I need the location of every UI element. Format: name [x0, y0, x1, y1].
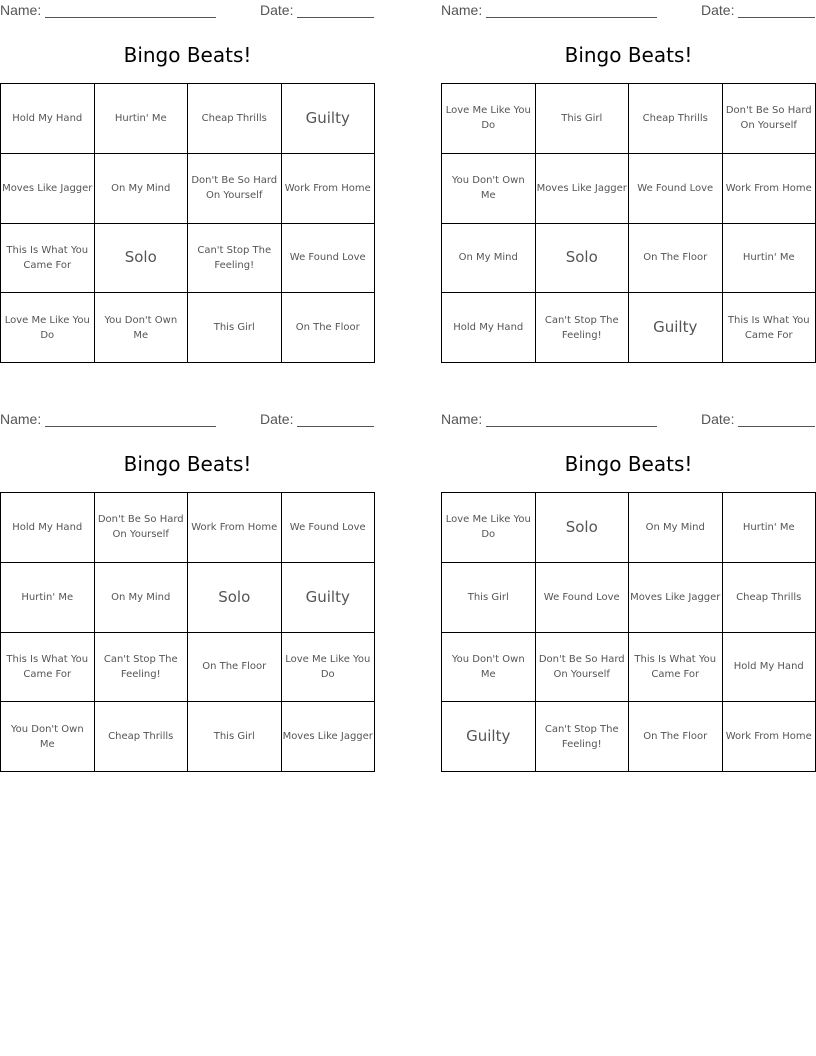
date-blank-line [297, 412, 374, 427]
bingo-cell: Don't Be So Hard On Yourself [536, 633, 630, 703]
bingo-cell: On My Mind [442, 224, 536, 294]
bingo-cell: You Don't Own Me [442, 154, 536, 224]
bingo-cell: On My Mind [629, 493, 723, 563]
bingo-cell: Hurtin' Me [1, 563, 95, 633]
date-field [701, 411, 815, 427]
bingo-cell: Love Me Like You Do [282, 633, 376, 703]
bingo-cell: On The Floor [629, 224, 723, 294]
bingo-cell: This Is What You Came For [1, 224, 95, 294]
card-title: Bingo Beats! [123, 43, 252, 67]
bingo-cell: You Don't Own Me [442, 633, 536, 703]
bingo-cell: This Girl [536, 84, 630, 154]
bingo-cell: Moves Like Jagger [1, 154, 95, 224]
name-field [0, 411, 216, 427]
date-label: Date: [260, 2, 294, 18]
bingo-cell: On My Mind [95, 563, 189, 633]
bingo-cell: Guilty [442, 702, 536, 772]
bingo-cell: This Girl [188, 293, 282, 363]
name-blank-line [486, 3, 657, 18]
bingo-card-4 [441, 409, 816, 750]
bingo-cell: Hold My Hand [442, 293, 536, 363]
name-field [441, 411, 657, 427]
bingo-cell: We Found Love [536, 563, 630, 633]
date-label: Date: [701, 2, 735, 18]
card-title: Bingo Beats! [564, 43, 693, 67]
date-field [701, 2, 815, 18]
bingo-card-2 [441, 0, 816, 341]
bingo-cell: This Is What You Came For [723, 293, 816, 363]
bingo-cell: Hold My Hand [1, 84, 95, 154]
bingo-cell: You Don't Own Me [1, 702, 95, 772]
bingo-card-1 [0, 0, 376, 341]
bingo-cell: Cheap Thrills [723, 563, 816, 633]
bingo-cell: Love Me Like You Do [442, 493, 536, 563]
bingo-cell: Love Me Like You Do [1, 293, 95, 363]
bingo-cell: Solo [188, 563, 282, 633]
bingo-cell: Can't Stop The Feeling! [536, 293, 630, 363]
bingo-cell: Moves Like Jagger [536, 154, 630, 224]
bingo-cell: Don't Be So Hard On Yourself [188, 154, 282, 224]
bingo-grid [441, 83, 816, 363]
bingo-cell: Work From Home [723, 702, 816, 772]
bingo-cell: Don't Be So Hard On Yourself [723, 84, 816, 154]
bingo-cell: This Girl [188, 702, 282, 772]
date-field [260, 2, 374, 18]
card-title: Bingo Beats! [123, 452, 252, 476]
bingo-cell: Guilty [282, 84, 376, 154]
name-field [0, 2, 216, 18]
card-header [0, 409, 376, 431]
date-blank-line [738, 3, 815, 18]
date-label: Date: [701, 411, 735, 427]
bingo-cell: Can't Stop The Feeling! [536, 702, 630, 772]
bingo-cell: Guilty [282, 563, 376, 633]
bingo-cell: Hurtin' Me [95, 84, 189, 154]
card-header [0, 0, 376, 22]
bingo-cell: Work From Home [282, 154, 376, 224]
date-label: Date: [260, 411, 294, 427]
bingo-cell: We Found Love [629, 154, 723, 224]
bingo-cell: On The Floor [282, 293, 376, 363]
name-field [441, 2, 657, 18]
bingo-grid [441, 492, 816, 772]
bingo-grid [0, 83, 375, 363]
bingo-cell: Moves Like Jagger [282, 702, 376, 772]
bingo-cell: Solo [95, 224, 189, 294]
bingo-cell: Hurtin' Me [723, 493, 816, 563]
bingo-cell: You Don't Own Me [95, 293, 189, 363]
bingo-cell: Love Me Like You Do [442, 84, 536, 154]
bingo-cell: Work From Home [188, 493, 282, 563]
bingo-cell: Hurtin' Me [723, 224, 816, 294]
bingo-cell: On The Floor [629, 702, 723, 772]
bingo-cell: Can't Stop The Feeling! [188, 224, 282, 294]
date-field [260, 411, 374, 427]
bingo-cell: We Found Love [282, 493, 376, 563]
bingo-cell: Cheap Thrills [629, 84, 723, 154]
date-blank-line [297, 3, 374, 18]
bingo-cell: On My Mind [95, 154, 189, 224]
bingo-cell: This Girl [442, 563, 536, 633]
card-header [441, 409, 816, 431]
name-label: Name: [441, 2, 483, 18]
name-label: Name: [441, 411, 483, 427]
date-blank-line [738, 412, 815, 427]
name-label: Name: [0, 2, 42, 18]
bingo-cell: Solo [536, 224, 630, 294]
card-header [441, 0, 816, 22]
name-blank-line [45, 3, 216, 18]
bingo-cell: Cheap Thrills [188, 84, 282, 154]
bingo-cell: We Found Love [282, 224, 376, 294]
bingo-cell: Can't Stop The Feeling! [95, 633, 189, 703]
bingo-cell: This Is What You Came For [629, 633, 723, 703]
bingo-cell: Hold My Hand [723, 633, 816, 703]
bingo-cell: This Is What You Came For [1, 633, 95, 703]
bingo-cell: Solo [536, 493, 630, 563]
bingo-cell: Don't Be So Hard On Yourself [95, 493, 189, 563]
card-title: Bingo Beats! [564, 452, 693, 476]
name-blank-line [45, 412, 216, 427]
bingo-cell: Cheap Thrills [95, 702, 189, 772]
name-blank-line [486, 412, 657, 427]
bingo-cell: Moves Like Jagger [629, 563, 723, 633]
bingo-cell: Hold My Hand [1, 493, 95, 563]
bingo-cell: Work From Home [723, 154, 816, 224]
bingo-card-3 [0, 409, 376, 750]
bingo-cell: On The Floor [188, 633, 282, 703]
name-label: Name: [0, 411, 42, 427]
bingo-grid [0, 492, 375, 772]
bingo-cell: Guilty [629, 293, 723, 363]
